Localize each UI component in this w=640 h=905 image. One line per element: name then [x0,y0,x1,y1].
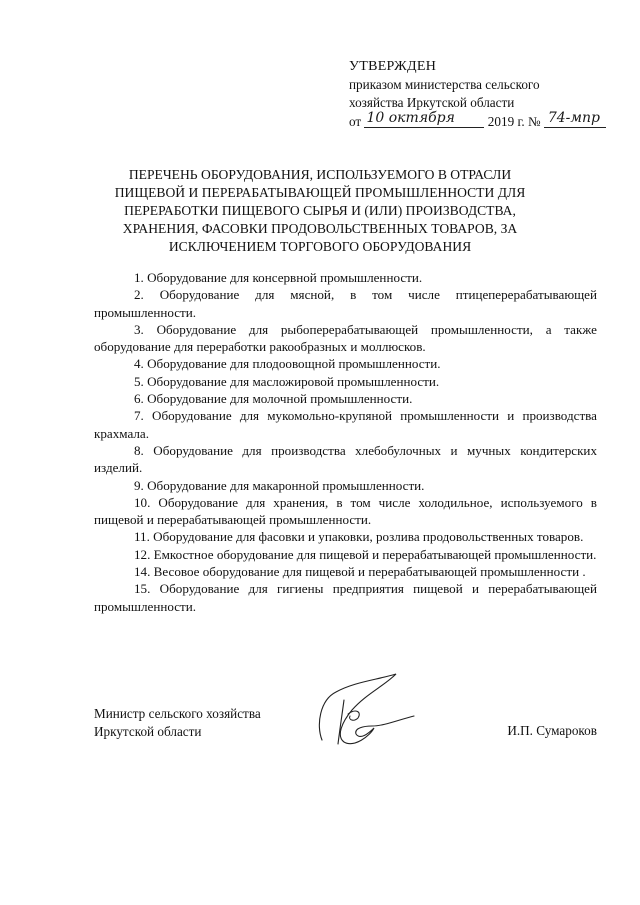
approval-line-1: приказом министерства сельского [349,77,540,92]
number-field [544,112,606,128]
date-field [364,112,484,128]
list-item: 3. Оборудование для рыбоперерабатывающей промышленности, а также оборудование для переработки ракообразных и моллюсков. [94,321,597,355]
signature-block [94,705,597,765]
from-label: от [349,114,362,129]
minister-title-line-1: Министр сельского хозяйства [94,706,261,721]
handwritten-date: 10 октября [366,110,455,126]
minister-title-line-2: Иркутской области [94,724,202,739]
title-line: ПЕРЕЧЕНЬ ОБОРУДОВАНИЯ, ИСПОЛЬЗУЕМОГО В ОТРАСЛИ [128,167,512,182]
list-item: 12. Емкостное оборудование для пищевой и перерабатывающей промышленности. [134,546,597,562]
approval-date-line [349,112,619,131]
title-line: ИСКЛЮЧЕНИЕМ ТОРГОВОГО ОБОРУДОВАНИЯ [168,239,472,254]
list-item: 11. Оборудование для фасовки и упаковки, розлива продовольственных товаров. [134,529,584,545]
list-item: 9. Оборудование для макаронной промышленности. [134,477,425,493]
list-item: 8. Оборудование для производства хлебобулочных и мучных кондитерских изделий. [94,442,597,476]
list-item: 7. Оборудование для мукомольно-крупяной промышленности и производства крахмала. [94,408,597,441]
handwritten-number: 74-мпр [547,110,600,126]
equipment-list [94,269,597,615]
approval-heading: УТВЕРЖДЕН [349,59,437,74]
title-line: ПЕРЕРАБОТКИ ПИЩЕВОГО СЫРЬЯ И (ИЛИ) ПРОИЗВОДСТВА, [124,203,516,218]
list-item: 6. Оборудование для молочной промышленности. [134,391,413,407]
document-title [70,166,570,256]
title-line: ХРАНЕНИЯ, ФАСОВКИ ПРОДОВОЛЬСТВЕННЫХ ТОВАРОВ, ЗА [122,221,518,236]
year-label: 2019 г. № [487,114,541,129]
list-item: 4. Оборудование для плодоовощной промышленности. [134,356,441,372]
list-item: 5. Оборудование для масложировой промышленности. [134,373,440,389]
minister-title [94,705,261,741]
title-line: ПИЩЕВОЙ И ПЕРЕРАБАТЫВАЮЩЕЙ ПРОМЫШЛЕННОСТИ ДЛЯ [114,185,526,200]
signer-name: И.П. Сумароков [507,723,597,738]
list-item: 15. Оборудование для гигиены предприятия пищевой и перерабатывающей промышленности. [94,581,597,614]
approval-stamp-block [349,58,619,131]
approval-line-2: хозяйства Иркутской области [349,95,515,110]
list-item: 14. Весовое оборудование для пищевой и перерабатывающей промышленности . [134,564,586,580]
list-item: 10. Оборудование для хранения, в том числе холодильное, используемого в пищевой и перерабатывающей промышленности. [94,494,597,528]
list-item: 1. Оборудование для консервной промышленности. [134,270,423,285]
list-item: 2. Оборудование для мясной, в том числе птицеперерабатывающей промышленности. [94,287,597,320]
